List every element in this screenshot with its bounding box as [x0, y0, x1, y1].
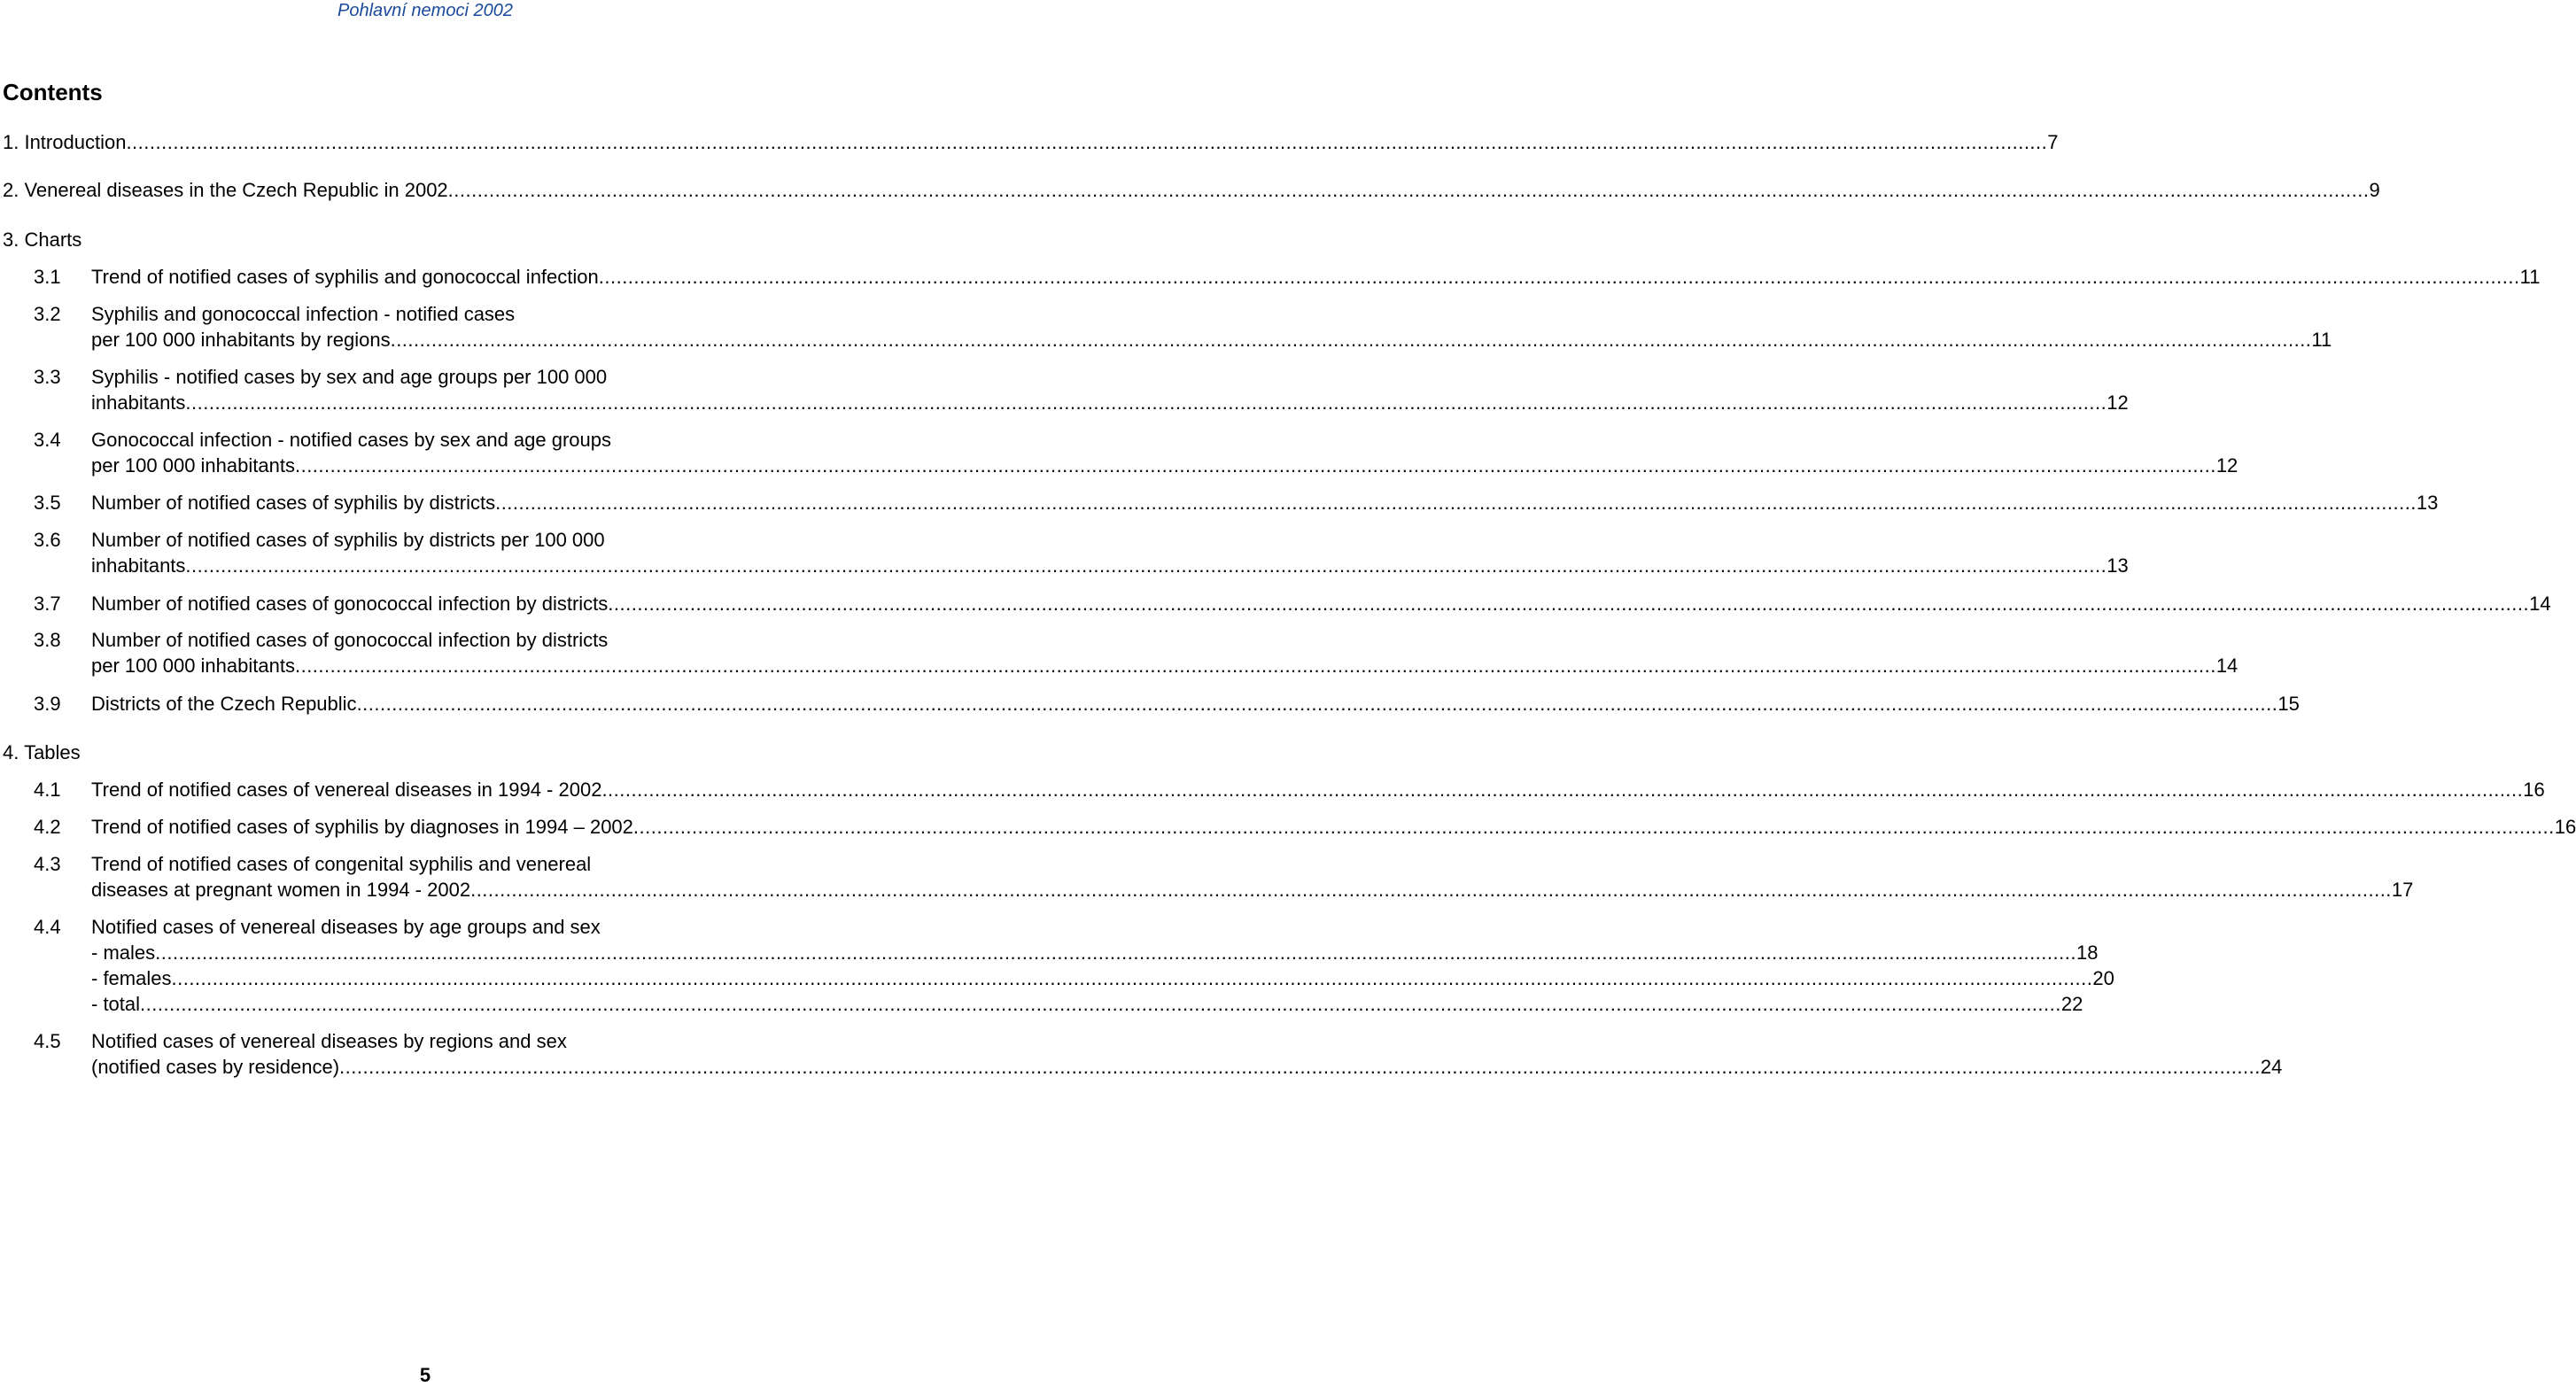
- toc-section-charts: 3. Charts: [3, 229, 82, 251]
- dot-leader: [185, 553, 2107, 578]
- dot-leader: [155, 940, 2076, 965]
- toc-page-number: 14: [2215, 655, 2238, 677]
- toc-entry-4-3[interactable]: [91, 877, 2414, 903]
- toc-page-number: 7: [2047, 131, 2059, 153]
- toc-entry-label: diseases at pregnant women in 1994 - 2002: [91, 879, 471, 901]
- toc-entry-label: (notified cases by residence): [91, 1056, 340, 1078]
- dot-leader: [171, 965, 2092, 991]
- dot-leader: [140, 991, 2061, 1017]
- toc-entry-label-line1: Number of notified cases of gonococcal infection by districts: [91, 629, 609, 651]
- page-number: 5: [419, 1364, 431, 1386]
- toc-page-number: 13: [2416, 492, 2439, 514]
- dot-leader: [295, 653, 2216, 678]
- dot-leader: [126, 129, 2047, 155]
- toc-entry-venereal-diseases[interactable]: [3, 177, 2380, 203]
- toc-entry-label: - total: [91, 993, 141, 1015]
- toc-entry-3-2[interactable]: [91, 327, 2332, 353]
- toc-item-number: 4.5: [34, 1030, 61, 1052]
- dot-leader: [339, 1054, 2261, 1080]
- toc-page-number: 12: [2215, 454, 2238, 477]
- dot-leader: [633, 814, 2555, 840]
- toc-entry-label: - males: [91, 941, 156, 964]
- toc-entry-3-4[interactable]: [91, 453, 2238, 478]
- toc-page-number: 13: [2107, 554, 2129, 577]
- toc-entry-4-1[interactable]: [91, 777, 2545, 802]
- toc-item-number: 4.2: [34, 816, 61, 838]
- toc-entry-label-line1: Gonococcal infection - notified cases by sex and age groups: [91, 429, 612, 451]
- toc-item-number: 3.7: [34, 593, 61, 615]
- toc-entry-label: Number of notified cases of syphilis by districts: [91, 492, 496, 514]
- toc-page-number: 14: [2529, 593, 2551, 615]
- toc-item-number: 4.4: [34, 916, 61, 938]
- toc-entry-3-5[interactable]: [91, 490, 2439, 515]
- toc-entry-3-1[interactable]: [91, 264, 2541, 290]
- dot-leader: [495, 490, 2417, 515]
- toc-item-number: 3.1: [34, 266, 61, 288]
- toc-entry-label: per 100 000 inhabitants: [91, 454, 295, 477]
- toc-item-number: 3.8: [34, 629, 61, 651]
- toc-entry-label: per 100 000 inhabitants by regions: [91, 329, 391, 351]
- toc-entry-label: Trend of notified cases of syphilis by diagnoses in 1994 – 2002: [91, 816, 633, 838]
- toc-entry-3-6[interactable]: [91, 553, 2129, 578]
- toc-item-number: 3.6: [34, 529, 61, 551]
- toc-item-number: 3.4: [34, 429, 61, 451]
- dot-leader: [295, 453, 2216, 478]
- toc-item-number: 4.3: [34, 853, 61, 875]
- toc-item-number: 3.2: [34, 303, 61, 325]
- toc-page-number: 15: [2277, 693, 2300, 715]
- toc-page-number: 11: [2311, 329, 2332, 351]
- toc-entry-label: Trend of notified cases of syphilis and gonococcal infection: [91, 266, 599, 288]
- dot-leader: [470, 877, 2392, 903]
- toc-item-number: 3.9: [34, 693, 61, 715]
- dot-leader: [391, 327, 2312, 353]
- toc-entry-label-line1: Notified cases of venereal diseases by age groups and sex: [91, 916, 601, 938]
- dot-leader: [357, 691, 2278, 717]
- dot-leader: [608, 591, 2529, 616]
- toc-page-number: 12: [2107, 391, 2129, 414]
- dot-leader: [599, 264, 2520, 290]
- toc-entry-3-7[interactable]: [91, 591, 2551, 616]
- toc-entry-label: Number of notified cases of gonococcal infection by districts: [91, 593, 609, 615]
- toc-section-tables: 4. Tables: [3, 741, 81, 763]
- toc-page-number: 17: [2391, 879, 2414, 901]
- toc-page-number: 22: [2060, 993, 2083, 1015]
- toc-entry-label-line1: Syphilis - notified cases by sex and age groups per 100 000: [91, 366, 608, 388]
- toc-page-number: 16: [2523, 779, 2545, 801]
- toc-entry-4-2[interactable]: [91, 814, 2576, 840]
- toc-item-number: 4.1: [34, 779, 61, 801]
- toc-entry-4-4-total[interactable]: [91, 991, 2083, 1017]
- toc-entry-introduction[interactable]: [3, 129, 2059, 155]
- toc-entry-label: Trend of notified cases of venereal diseases in 1994 - 2002: [91, 779, 602, 801]
- toc-entry-4-4-females[interactable]: [91, 965, 2114, 991]
- toc-item-number: 3.5: [34, 492, 61, 514]
- toc-entry-label: per 100 000 inhabitants: [91, 655, 295, 677]
- page-title: Contents: [3, 79, 103, 105]
- toc-entry-label: 2. Venereal diseases in the Czech Republic in 2002: [3, 179, 448, 201]
- toc-page-number: 24: [2260, 1056, 2283, 1078]
- toc-entry-label: 1. Introduction: [3, 131, 127, 153]
- toc-entry-label: Districts of the Czech Republic: [91, 693, 357, 715]
- toc-page-number: 11: [2519, 266, 2541, 288]
- toc-entry-3-8[interactable]: [91, 653, 2238, 678]
- toc-item-number: 3.3: [34, 366, 61, 388]
- toc-entry-label-line1: Number of notified cases of syphilis by districts per 100 000: [91, 529, 605, 551]
- toc-page-number: 20: [2092, 967, 2114, 989]
- toc-entry-label: inhabitants: [91, 391, 186, 414]
- toc-entry-label-line1: Trend of notified cases of congenital syphilis and venereal: [91, 853, 592, 875]
- dot-leader: [185, 390, 2107, 415]
- toc-entry-3-9[interactable]: [91, 691, 2300, 717]
- toc-page-number: 18: [2076, 941, 2099, 964]
- dot-leader: [601, 777, 2523, 802]
- running-header: Pohlavní nemoci 2002: [338, 1, 513, 20]
- dot-leader: [448, 177, 2370, 203]
- toc-entry-4-4-males[interactable]: [91, 940, 2099, 965]
- toc-entry-4-5[interactable]: [91, 1054, 2283, 1080]
- toc-entry-label-line1: Notified cases of venereal diseases by regions and sex: [91, 1030, 567, 1052]
- toc-page-number: 9: [2369, 179, 2380, 201]
- toc-entry-label: inhabitants: [91, 554, 186, 577]
- toc-entry-label-line1: Syphilis and gonococcal infection - notified cases: [91, 303, 516, 325]
- toc-entry-label: - females: [91, 967, 172, 989]
- toc-entry-3-3[interactable]: [91, 390, 2129, 415]
- toc-page-number: 16: [2554, 816, 2576, 838]
